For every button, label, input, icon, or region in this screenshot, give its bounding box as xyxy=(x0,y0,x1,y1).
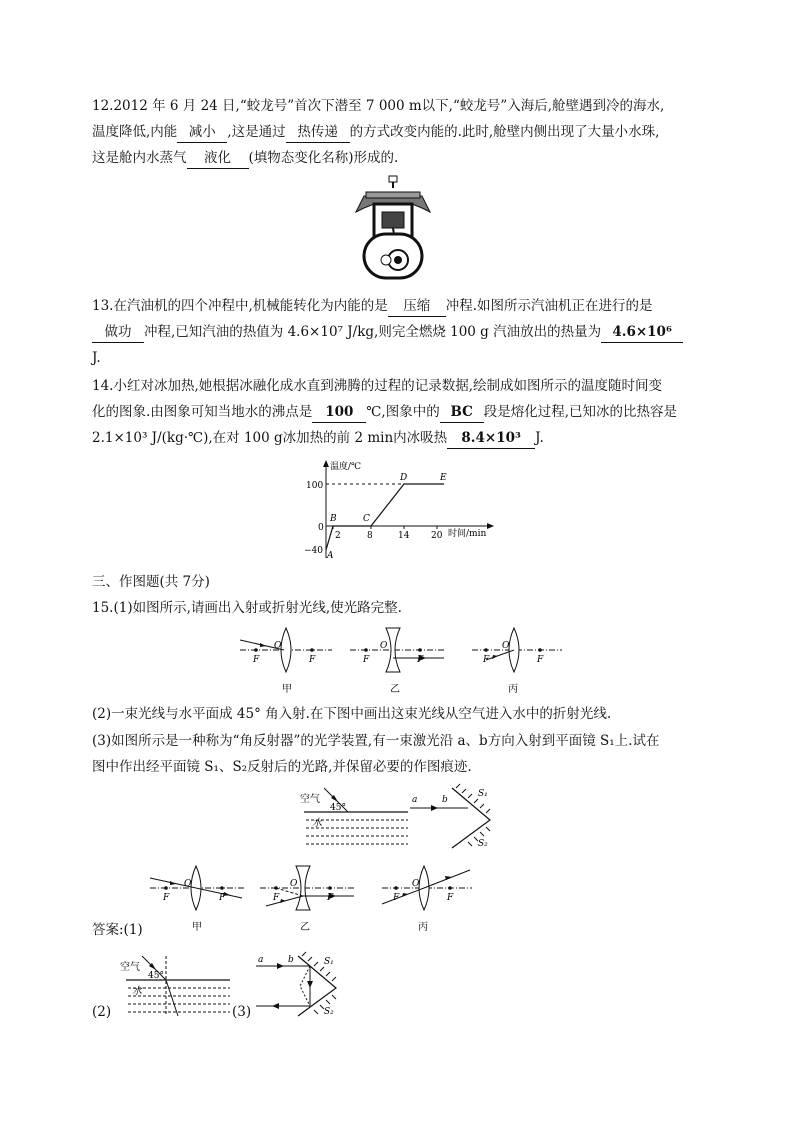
svg-text:S₁: S₁ xyxy=(324,957,334,967)
mirror-question-figure xyxy=(406,782,498,852)
svg-text:F: F xyxy=(163,893,170,903)
q14-line1: 14.小红对冰加热,她根据冰融化成水直到沸腾的过程的记录数据,绘制成如图所示的温度随时间变 xyxy=(92,378,663,394)
q15-3b: 图中作出经平面镜 S₁、S₂反射后的光路,并保留必要的作图痕迹. xyxy=(92,759,472,775)
svg-text:F: F xyxy=(483,655,490,665)
q12-answer-3: 液化 xyxy=(187,148,249,169)
answer-label: 答案:(1) xyxy=(92,922,143,938)
q15-1: 15.(1)如图所示,请画出入射或折射光线,使光路完整. xyxy=(92,600,402,616)
section-title: 三、作图题(共 7分) xyxy=(92,574,210,590)
q13-line1: 13.在汽油机的四个冲程中,机械能转化为内能的是 压缩 冲程.如图所示汽油机正在进行的是 xyxy=(92,296,653,317)
graph-xlabel: 时间/min xyxy=(448,529,487,539)
svg-text:水: 水 xyxy=(312,818,322,829)
svg-text:丙: 丙 xyxy=(418,922,428,933)
svg-text:空气: 空气 xyxy=(120,962,140,973)
answer-p2: (2) xyxy=(92,1004,112,1020)
q14-answer-3: 8.4×10³ xyxy=(447,428,535,449)
graph-tick: 2 xyxy=(335,531,341,541)
lens-question-figure xyxy=(236,622,566,698)
q12-line2: 温度降低,内能 减小 ,这是通过 热传递 的方式改变内能的.此时,舱壁内侧出现了大量小水珠, xyxy=(92,122,659,143)
lens-name: 乙 xyxy=(390,684,400,695)
svg-text:乙: 乙 xyxy=(300,922,310,933)
graph-tick: 8 xyxy=(367,531,373,541)
svg-text:F: F xyxy=(393,893,400,903)
q12-answer-2: 热传递 xyxy=(286,122,350,143)
temperature-graph xyxy=(296,458,496,562)
svg-text:O: O xyxy=(380,641,388,651)
svg-text:S₂: S₂ xyxy=(478,839,488,849)
water-question-figure xyxy=(296,782,414,852)
q14-line3: 2.1×10³ J/(kg·℃),在对 100 g冰加热的前 2 min内冰吸热 8.4×10³ J. xyxy=(92,428,544,449)
svg-text:b: b xyxy=(442,795,448,805)
graph-tick: 14 xyxy=(398,531,410,541)
graph-yneg: −40 xyxy=(304,546,323,556)
answer-p3: (3) xyxy=(232,1004,252,1020)
svg-text:甲: 甲 xyxy=(192,922,202,933)
answer-mirror-figure xyxy=(252,950,344,1020)
svg-text:O: O xyxy=(274,641,282,651)
svg-text:O: O xyxy=(184,879,192,889)
svg-text:F: F xyxy=(363,655,370,665)
svg-text:O: O xyxy=(502,641,510,651)
svg-text:S₁: S₁ xyxy=(478,789,488,799)
svg-text:S₂: S₂ xyxy=(324,1007,334,1017)
svg-text:F: F xyxy=(273,893,280,903)
lens-name: 甲 xyxy=(282,684,292,695)
svg-text:45°: 45° xyxy=(148,971,164,981)
answer-water-figure xyxy=(118,950,236,1020)
svg-text:F: F xyxy=(309,655,316,665)
q12-line3: 这是舱内水蒸气 液化 (填物态变化名称)形成的. xyxy=(92,148,398,169)
graph-y0: 0 xyxy=(318,523,324,533)
q14-answer-1: 100 xyxy=(312,402,366,423)
svg-text:O: O xyxy=(290,879,298,889)
graph-tick: 20 xyxy=(431,531,443,541)
graph-point: D xyxy=(400,473,408,483)
svg-text:F: F xyxy=(447,893,454,903)
graph-point: A xyxy=(327,551,334,561)
q12-line1: 12.2012 年 6 月 24 日,“蛟龙号”首次下潜至 7 000 m以下,“蛟龙号”入海后,舱壁遇到冷的海水, xyxy=(92,98,665,114)
svg-text:F: F xyxy=(537,655,544,665)
svg-text:b: b xyxy=(288,955,294,965)
graph-ylabel: 温度/℃ xyxy=(330,462,362,472)
svg-text:F: F xyxy=(219,893,226,903)
lens-name: 丙 xyxy=(508,684,518,695)
q13-line3: J. xyxy=(92,350,101,366)
svg-text:45°: 45° xyxy=(330,803,346,813)
q13-answer-1: 压缩 xyxy=(388,296,446,317)
svg-text:F: F xyxy=(253,655,260,665)
q15-2: (2)一束光线与水平面成 45° 角入射.在下图中画出这束光线从空气进入水中的折射光线. xyxy=(92,706,612,722)
graph-point: B xyxy=(330,514,337,524)
svg-text:空气: 空气 xyxy=(300,794,320,805)
graph-y100: 100 xyxy=(306,481,324,491)
q13-answer-2: 做功 xyxy=(92,322,144,343)
svg-text:O: O xyxy=(412,879,420,889)
engine-figure xyxy=(352,174,434,286)
svg-text:F: F xyxy=(417,655,424,665)
q15-3a: (3)如图所示是一种称为“角反射器”的光学装置,有一束激光沿 a、b方向入射到平面镜 S₁上.试在 xyxy=(92,733,660,749)
q13-line2: 做功 冲程,已知汽油的热值为 4.6×10⁷ J/kg,则完全燃烧 100 g 汽油放出的热量为 4.6×10⁶ xyxy=(92,322,683,343)
q14-line2: 化的图象.由图象可知当地水的沸点是 100 ℃,图象中的 BC 段是熔化过程,已知冰的比热容是 xyxy=(92,402,677,423)
svg-text:a: a xyxy=(258,955,264,965)
q12-answer-1: 减小 xyxy=(177,122,227,143)
answer-lens-figure xyxy=(146,860,476,936)
q13-answer-3: 4.6×10⁶ xyxy=(601,322,683,343)
graph-point: E xyxy=(440,473,447,483)
graph-point: C xyxy=(363,514,370,524)
q14-answer-2: BC xyxy=(440,402,484,423)
svg-text:水: 水 xyxy=(132,986,142,997)
svg-text:F: F xyxy=(327,893,334,903)
svg-text:a: a xyxy=(412,795,418,805)
